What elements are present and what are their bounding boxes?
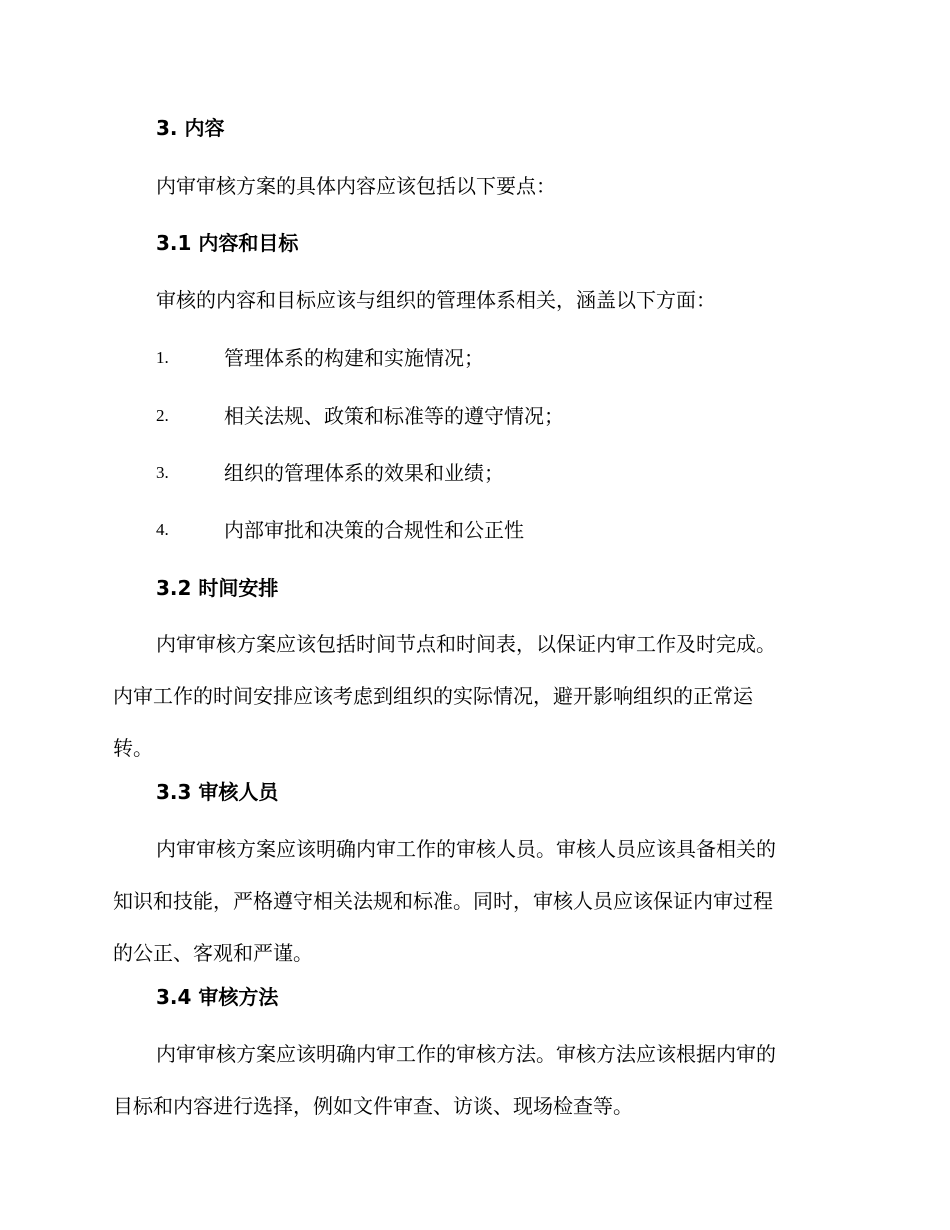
- paragraph-line: 内审审核方案应该包括时间节点和时间表，以保证内审工作及时完成。: [156, 632, 776, 656]
- list-item-text: 组织的管理体系的效果和业绩；: [224, 461, 504, 485]
- subsection-heading-3-1: 3.1 内容和目标: [156, 231, 299, 255]
- subsection-heading-3-4: 3.4 审核方法: [156, 985, 279, 1009]
- list-item-number: 1.: [156, 348, 169, 367]
- list-item-number: 2.: [156, 406, 169, 425]
- section-heading: 3. 内容: [156, 116, 225, 140]
- paragraph-line: 目标和内容进行选择，例如文件审查、访谈、现场检查等。: [113, 1094, 633, 1118]
- paragraph-line: 内审工作的时间安排应该考虑到组织的实际情况，避开影响组织的正常运: [113, 684, 753, 708]
- section-intro: 内审审核方案的具体内容应该包括以下要点：: [156, 174, 556, 198]
- list-item-text: 管理体系的构建和实施情况；: [224, 346, 484, 370]
- paragraph-line: 转。: [113, 736, 153, 760]
- paragraph-3-4: [113, 1028, 843, 1132]
- paragraph-3-2: [113, 618, 843, 774]
- paragraph-line: 知识和技能，严格遵守相关法规和标准。同时，审核人员应该保证内审过程: [113, 889, 773, 913]
- subsection-intro-3-1: 审核的内容和目标应该与组织的管理体系相关，涵盖以下方面：: [156, 288, 716, 312]
- list-item-text: 内部审批和决策的合规性和公正性: [224, 518, 524, 542]
- list-item-number: 4.: [156, 520, 169, 539]
- subsection-heading-3-3: 3.3 审核人员: [156, 780, 279, 804]
- list-item-number: 3.: [156, 463, 169, 482]
- paragraph-3-3: [113, 823, 843, 979]
- list-item-text: 相关法规、政策和标准等的遵守情况；: [224, 404, 564, 428]
- paragraph-line: 内审审核方案应该明确内审工作的审核方法。审核方法应该根据内审的: [156, 1042, 776, 1066]
- subsection-heading-3-2: 3.2 时间安排: [156, 576, 279, 600]
- paragraph-line: 的公正、客观和严谨。: [113, 941, 313, 965]
- paragraph-line: 内审审核方案应该明确内审工作的审核人员。审核人员应该具备相关的: [156, 837, 776, 861]
